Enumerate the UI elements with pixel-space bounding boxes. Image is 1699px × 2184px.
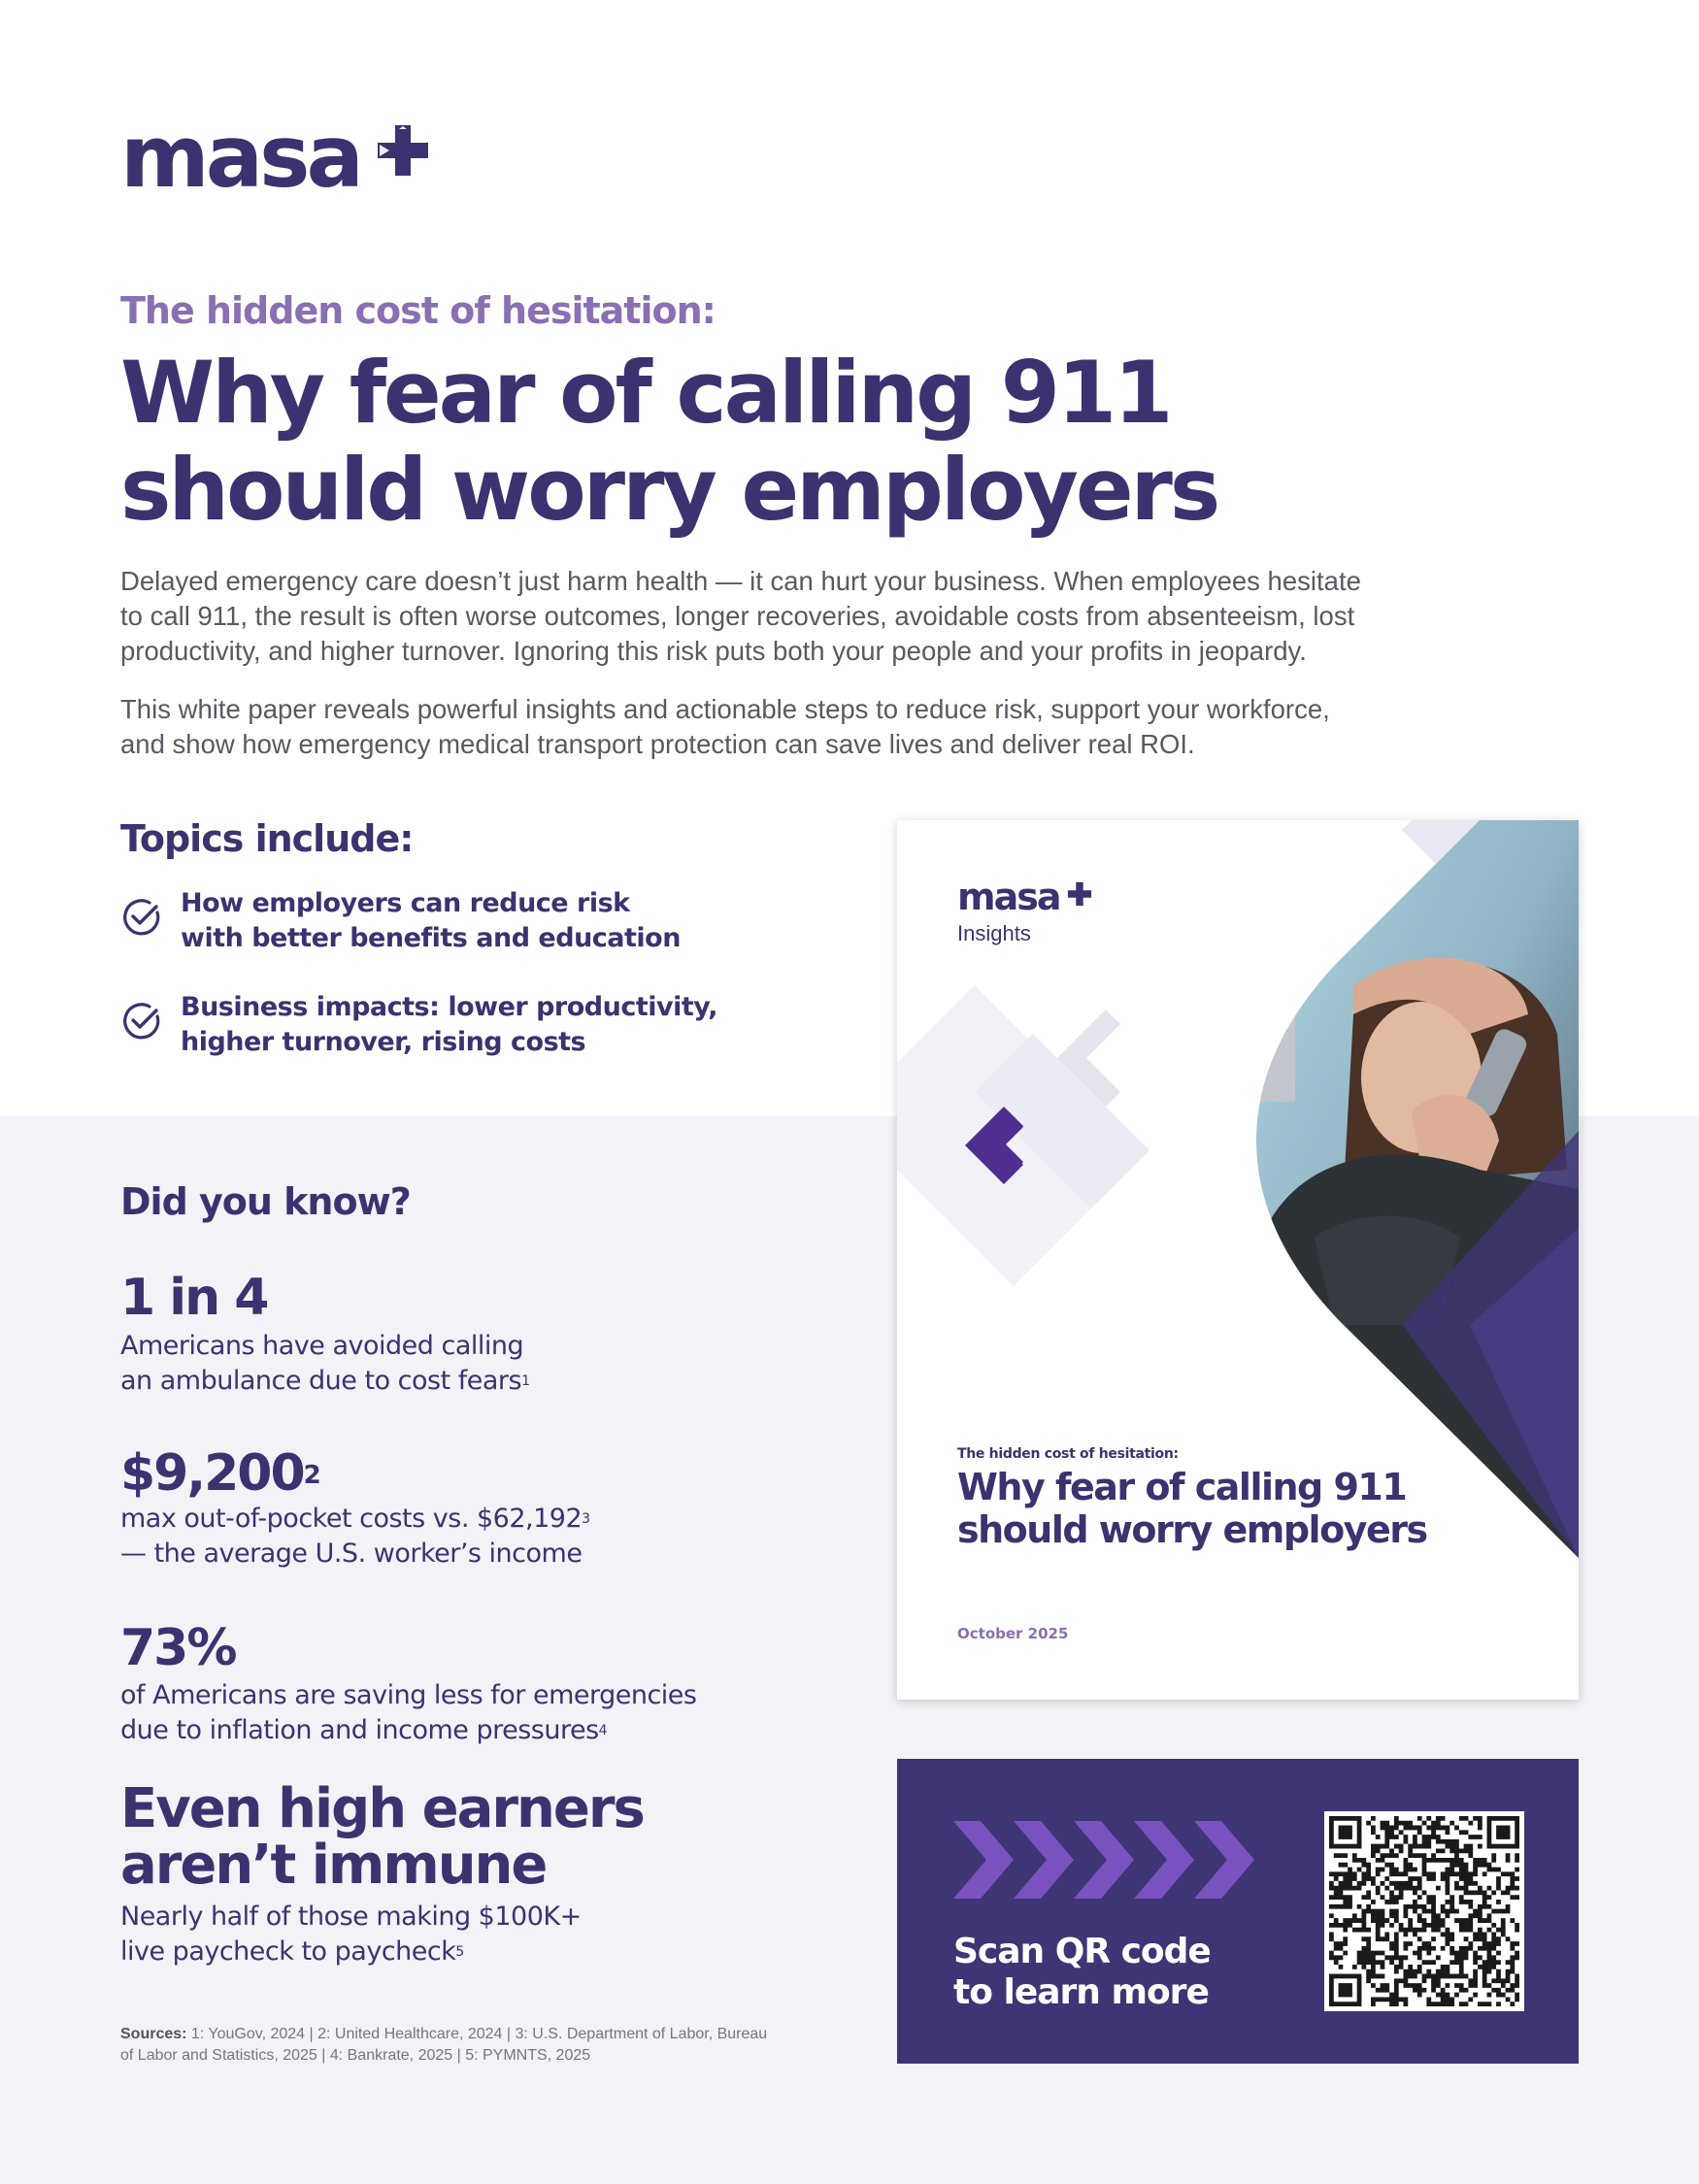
title-line: should worry employers bbox=[120, 440, 1218, 540]
stat-description bbox=[120, 1678, 781, 1748]
cover-logo bbox=[957, 876, 1092, 918]
cover-title-line: should worry employers bbox=[957, 1508, 1427, 1551]
sources-text: 1: YouGov, 2024 | 2: United Healthcare, 2024 | 3: U.S. Department of Labor, Bureau of Labor and Statistics, 2025 | 4: Bankrate, 2025 | 5: PYMNTS, 2025 bbox=[120, 2026, 768, 2064]
sources-footnote bbox=[120, 2024, 781, 2067]
stat-line: max out-of-pocket costs vs. $62,192$^3$ bbox=[120, 1504, 590, 1534]
logo-text: masa bbox=[120, 107, 360, 207]
cover-date: October 2025 bbox=[957, 1625, 1069, 1642]
cover-eyebrow: The hidden cost of hesitation: bbox=[957, 1446, 1179, 1462]
stat-description bbox=[120, 1502, 781, 1572]
qr-panel[interactable] bbox=[897, 1759, 1579, 2064]
cover-title bbox=[957, 1466, 1501, 1551]
topic-text bbox=[181, 990, 724, 1060]
intro-line: and show how emergency medical transport protection can save lives and deliver real ROI. bbox=[120, 729, 1195, 759]
stat-value: 73% bbox=[120, 1619, 236, 1677]
cover-logo-text: masa bbox=[957, 876, 1060, 918]
topic-line: Business impacts: lower productivity, bbox=[181, 992, 718, 1022]
plus-logo-icon bbox=[376, 123, 430, 178]
stat-line: — the average U.S. worker’s income bbox=[120, 1539, 583, 1569]
stat-value: 1 in 4 bbox=[120, 1269, 268, 1327]
cover-subtitle: Insights bbox=[957, 921, 1031, 945]
topic-item bbox=[120, 990, 724, 1060]
topic-line: How employers can reduce risk bbox=[181, 888, 630, 918]
cta-line: to learn more bbox=[953, 1972, 1209, 2012]
white-paper-cover[interactable] bbox=[897, 820, 1579, 1700]
stat-line: Nearly half of those making $100K+ bbox=[120, 1902, 582, 1932]
stat-line: Americans have avoided calling bbox=[120, 1331, 524, 1361]
stat-headline-line: Even high earners bbox=[120, 1777, 644, 1840]
topic-line: higher turnover, rising costs bbox=[181, 1027, 586, 1057]
title-line: Why fear of calling 911 bbox=[120, 343, 1171, 443]
qr-code-icon[interactable] bbox=[1324, 1811, 1524, 2011]
footnote-marker: 4 bbox=[598, 1723, 608, 1738]
intro-line: Delayed emergency care doesn’t just harm health — it can hurt your business. When employees hesitate bbox=[120, 566, 1361, 596]
intro-paragraph bbox=[120, 564, 1460, 669]
footnote-marker: 3 bbox=[582, 1511, 590, 1527]
intro-line: This white paper reveals powerful insights and actionable steps to reduce risk, support your workforce, bbox=[120, 694, 1330, 724]
footnote-marker: 2 bbox=[303, 1461, 321, 1490]
cover-artwork bbox=[897, 820, 1579, 1700]
intro-line: productivity, and higher turnover. Ignoring this risk puts both your people and your profits in jeopardy. bbox=[120, 636, 1307, 666]
stat-line: due to inflation and income pressures$^4$ bbox=[120, 1715, 608, 1745]
cta-line: Scan QR code bbox=[953, 1932, 1211, 1971]
stat-line: an ambulance due to cost fears$^1$ bbox=[120, 1366, 530, 1396]
topic-text bbox=[181, 886, 724, 956]
plus-logo-icon bbox=[1067, 881, 1092, 907]
stat-headline bbox=[120, 1777, 800, 1897]
topic-line: with better benefits and education bbox=[181, 923, 681, 953]
cover-title-line: Why fear of calling 911 bbox=[957, 1466, 1407, 1508]
chevron-row-icon bbox=[953, 1813, 1254, 1906]
stat-line: of Americans are saving less for emergencies bbox=[120, 1680, 697, 1710]
intro-line: to call 911, the result is often worse outcomes, longer recoveries, avoidable costs from absenteeism, lost bbox=[120, 601, 1355, 631]
check-circle-icon bbox=[120, 1000, 163, 1042]
topic-item bbox=[120, 886, 724, 956]
did-you-know-heading: Did you know? bbox=[120, 1180, 411, 1223]
page-title bbox=[120, 345, 1383, 539]
topics-heading: Topics include: bbox=[120, 817, 414, 860]
stat-description bbox=[120, 1329, 781, 1399]
sources-label: Sources: bbox=[120, 2026, 187, 2042]
stat-line: live paycheck to paycheck$^5$ bbox=[120, 1936, 464, 1967]
masa-logo bbox=[120, 107, 430, 207]
stat-headline-line: aren’t immune bbox=[120, 1834, 547, 1897]
footnote-marker: 1 bbox=[521, 1373, 530, 1389]
eyebrow: The hidden cost of hesitation: bbox=[120, 289, 716, 332]
qr-call-to-action bbox=[953, 1932, 1211, 2013]
footnote-marker: 5 bbox=[455, 1944, 464, 1960]
qr-code-graphic bbox=[1324, 1811, 1524, 2011]
stat-value: $9,200$^2$ bbox=[120, 1444, 321, 1503]
intro-paragraph bbox=[120, 692, 1460, 762]
stat-description bbox=[120, 1900, 781, 1969]
check-circle-icon bbox=[120, 896, 163, 939]
